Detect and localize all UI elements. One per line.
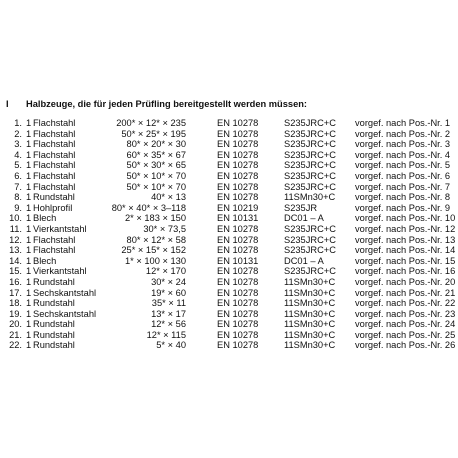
- item-dimensions: 60* × 35* × 67: [126, 149, 186, 160]
- item-name: Flachstahl: [33, 118, 76, 128]
- item-quantity: 1: [26, 234, 32, 245]
- list-item: [0, 266, 458, 277]
- item-name: Blech: [33, 255, 57, 266]
- item-dimensions: 50* × 30* × 65: [126, 160, 186, 171]
- item-number: 19.: [9, 308, 22, 319]
- item-number: 7.: [14, 181, 22, 192]
- item-number: 11.: [9, 223, 22, 234]
- item-dimensions: 2* × 183 × 150: [124, 213, 186, 224]
- item-dimensions: 5* × 40: [156, 340, 186, 351]
- item-name: Rundstahl: [33, 192, 75, 203]
- list-item: [0, 340, 458, 351]
- item-reference: vorgef. nach Pos.-Nr. 26: [355, 340, 456, 351]
- item-material: DC01 – A: [284, 255, 324, 266]
- item-name: Flachstahl: [33, 149, 76, 160]
- item-name: Vierkantstahl: [33, 223, 87, 234]
- list-item: [0, 118, 458, 129]
- list-item: [0, 182, 458, 193]
- item-dimensions: 50* × 10* × 70: [126, 170, 186, 181]
- item-material: 11SMn30+C: [284, 340, 336, 351]
- item-reference: vorgef. nach Pos.-Nr. 9: [355, 202, 451, 213]
- item-number: 18.: [9, 298, 22, 309]
- item-name: Flachstahl: [33, 245, 76, 256]
- item-number: 22.: [9, 340, 22, 351]
- list-item: [0, 245, 458, 256]
- item-reference: vorgef. nach Pos.-Nr. 7: [355, 181, 451, 192]
- item-quantity: 1: [26, 298, 32, 309]
- list-item: [0, 256, 458, 267]
- item-number: 5.: [14, 160, 22, 171]
- item-name: Flachstahl: [33, 139, 76, 150]
- item-number: 14.: [9, 255, 22, 266]
- list-item: [0, 129, 458, 140]
- item-material: S235JRC+C: [284, 160, 336, 171]
- item-material: S235JRC+C: [284, 223, 336, 234]
- item-name: Rundstahl: [33, 340, 75, 351]
- item-reference: vorgef. nach Pos.-Nr. 25: [355, 329, 456, 340]
- item-standard: EN 10278: [217, 319, 259, 330]
- item-material: S235JRC+C: [284, 181, 336, 192]
- item-standard: EN 10131: [217, 213, 259, 224]
- item-quantity: 1: [26, 118, 32, 128]
- item-dimensions: 50* × 10* × 70: [126, 181, 186, 192]
- item-name: Rundstahl: [33, 319, 75, 330]
- item-number: 1.: [14, 118, 22, 128]
- list-item: [0, 309, 458, 320]
- item-standard: EN 10278: [217, 245, 259, 256]
- item-dimensions: 12* × 115: [146, 329, 186, 340]
- list-item: [0, 277, 458, 288]
- item-dimensions: 1* × 100 × 130: [124, 255, 186, 266]
- item-material: 11SMn30+C: [284, 276, 336, 287]
- item-name: Hohlprofil: [33, 202, 73, 213]
- list-item: [0, 171, 458, 182]
- section-heading: [6, 97, 307, 111]
- item-name: Flachstahl: [33, 234, 76, 245]
- item-dimensions: 19* × 60: [151, 287, 186, 298]
- item-number: 6.: [14, 170, 22, 181]
- item-name: Flachstahl: [33, 160, 76, 171]
- item-quantity: 1: [26, 181, 32, 192]
- list-item: [0, 235, 458, 246]
- list-item: [0, 298, 458, 309]
- item-standard: EN 10278: [217, 192, 259, 203]
- item-material: S235JRC+C: [284, 118, 336, 128]
- item-quantity: 1: [26, 287, 32, 298]
- item-number: 2.: [14, 128, 22, 139]
- list-item: [0, 203, 458, 214]
- item-quantity: 1: [26, 139, 32, 150]
- item-dimensions: 12* × 56: [151, 319, 186, 330]
- item-reference: vorgef. nach Pos.-Nr. 21: [355, 287, 456, 298]
- item-material: DC01 – A: [284, 213, 324, 224]
- item-number: 12.: [9, 234, 22, 245]
- item-name: Blech: [33, 213, 57, 224]
- item-material: 11SMn30+C: [284, 319, 336, 330]
- section-number: I: [6, 99, 9, 109]
- item-dimensions: 40* × 13: [151, 192, 186, 203]
- item-reference: vorgef. nach Pos.-Nr. 14: [355, 245, 456, 256]
- item-reference: vorgef. nach Pos.-Nr. 12: [355, 223, 456, 234]
- item-dimensions: 80* × 20* × 30: [126, 139, 186, 150]
- parts-list: [0, 118, 458, 351]
- item-number: 20.: [9, 319, 22, 330]
- item-standard: EN 10278: [217, 287, 259, 298]
- item-reference: vorgef. nach Pos.-Nr. 24: [355, 319, 456, 330]
- item-dimensions: 30* × 24: [151, 276, 186, 287]
- item-quantity: 1: [26, 192, 32, 203]
- item-standard: EN 10278: [217, 118, 259, 128]
- item-dimensions: 35* × 11: [151, 298, 186, 309]
- item-name: Sechskantstahl: [33, 287, 97, 298]
- item-standard: EN 10278: [217, 266, 259, 277]
- list-item: [0, 213, 458, 224]
- item-quantity: 1: [26, 276, 32, 287]
- item-name: Rundstahl: [33, 298, 75, 309]
- item-reference: vorgef. nach Pos.-Nr. 20: [355, 276, 456, 287]
- item-quantity: 1: [26, 319, 32, 330]
- item-material: 11SMn30+C: [284, 287, 336, 298]
- item-material: 11SMn30+C: [284, 298, 336, 309]
- item-reference: vorgef. nach Pos.-Nr. 8: [355, 192, 451, 203]
- list-item: [0, 139, 458, 150]
- item-reference: vorgef. nach Pos.-Nr. 4: [355, 149, 451, 160]
- item-standard: EN 10278: [217, 223, 259, 234]
- item-reference: vorgef. nach Pos.-Nr. 23: [355, 308, 456, 319]
- item-dimensions: 13* × 17: [151, 308, 186, 319]
- item-standard: EN 10278: [217, 234, 259, 245]
- item-material: S235JRC+C: [284, 170, 336, 181]
- item-reference: vorgef. nach Pos.-Nr. 13: [355, 234, 456, 245]
- item-dimensions: 30* × 73,5: [143, 223, 186, 234]
- item-reference: vorgef. nach Pos.-Nr. 15: [355, 255, 456, 266]
- item-material: S235JRC+C: [284, 245, 336, 256]
- item-quantity: 1: [26, 329, 32, 340]
- item-reference: vorgef. nach Pos.-Nr. 5: [355, 160, 451, 171]
- item-number: 10.: [9, 213, 22, 224]
- item-material: S235JRC+C: [284, 139, 336, 150]
- item-standard: EN 10278: [217, 329, 259, 340]
- item-material: S235JRC+C: [284, 149, 336, 160]
- item-number: 13.: [9, 245, 22, 256]
- item-standard: EN 10278: [217, 139, 259, 150]
- item-quantity: 1: [26, 128, 32, 139]
- item-name: Rundstahl: [33, 276, 75, 287]
- item-quantity: 1: [26, 223, 32, 234]
- item-dimensions: 200* × 12* × 235: [116, 118, 186, 128]
- item-name: Flachstahl: [33, 181, 76, 192]
- item-quantity: 1: [26, 308, 32, 319]
- item-name: Flachstahl: [33, 170, 76, 181]
- item-reference: vorgef. nach Pos.-Nr. 6: [355, 170, 451, 181]
- item-quantity: 1: [26, 202, 32, 213]
- item-material: 11SMn30+C: [284, 308, 336, 319]
- item-dimensions: 50* × 25* × 195: [121, 128, 186, 139]
- item-number: 17.: [9, 287, 22, 298]
- list-item: [0, 288, 458, 299]
- item-quantity: 1: [26, 255, 32, 266]
- item-material: 11SMn30+C: [284, 329, 336, 340]
- item-dimensions: 12* × 170: [145, 266, 186, 277]
- item-quantity: 1: [26, 213, 32, 224]
- item-number: 21.: [9, 329, 22, 340]
- item-quantity: 1: [26, 245, 32, 256]
- list-item: [0, 192, 458, 203]
- item-dimensions: 80* × 40* × 3–118: [111, 202, 186, 213]
- item-number: 9.: [14, 202, 22, 213]
- item-quantity: 1: [26, 266, 32, 277]
- item-reference: vorgef. nach Pos.-Nr. 22: [355, 298, 456, 309]
- item-material: S235JRC+C: [284, 266, 336, 277]
- item-number: 16.: [9, 276, 22, 287]
- item-dimensions: 25* × 15* × 152: [121, 245, 186, 256]
- item-standard: EN 10278: [217, 170, 259, 181]
- item-dimensions: 80* × 12* × 58: [126, 234, 186, 245]
- item-standard: EN 10278: [217, 160, 259, 171]
- item-standard: EN 10278: [217, 149, 259, 160]
- item-reference: vorgef. nach Pos.-Nr. 1: [355, 118, 451, 128]
- list-item: [0, 150, 458, 161]
- list-item: [0, 160, 458, 171]
- item-quantity: 1: [26, 160, 32, 171]
- item-number: 15.: [9, 266, 22, 277]
- item-standard: EN 10278: [217, 276, 259, 287]
- item-standard: EN 10278: [217, 298, 259, 309]
- item-material: S235JRC+C: [284, 234, 336, 245]
- item-quantity: 1: [26, 170, 32, 181]
- item-reference: vorgef. nach Pos.-Nr. 10: [355, 213, 456, 224]
- list-item: [0, 319, 458, 330]
- item-quantity: 1: [26, 340, 32, 351]
- item-name: Vierkantstahl: [33, 266, 87, 277]
- list-item: [0, 224, 458, 235]
- item-reference: vorgef. nach Pos.-Nr. 2: [355, 128, 451, 139]
- item-quantity: 1: [26, 149, 32, 160]
- item-number: 8.: [14, 192, 22, 203]
- section-title: Halbzeuge, die für jeden Prüfling bereitgestellt werden müssen:: [26, 99, 308, 109]
- item-number: 4.: [14, 149, 22, 160]
- item-material: S235JR: [284, 202, 318, 213]
- item-standard: EN 10219: [217, 202, 259, 213]
- item-material: 11SMn30+C: [284, 192, 336, 203]
- item-standard: EN 10278: [217, 308, 259, 319]
- item-reference: vorgef. nach Pos.-Nr. 16: [355, 266, 456, 277]
- item-reference: vorgef. nach Pos.-Nr. 3: [355, 139, 451, 150]
- item-material: S235JRC+C: [284, 128, 336, 139]
- item-standard: EN 10278: [217, 340, 259, 351]
- item-name: Sechskantstahl: [33, 308, 97, 319]
- item-name: Flachstahl: [33, 128, 76, 139]
- item-number: 3.: [14, 139, 22, 150]
- item-standard: EN 10131: [217, 255, 259, 266]
- list-item: [0, 330, 458, 341]
- item-standard: EN 10278: [217, 181, 259, 192]
- item-name: Rundstahl: [33, 329, 75, 340]
- item-standard: EN 10278: [217, 128, 259, 139]
